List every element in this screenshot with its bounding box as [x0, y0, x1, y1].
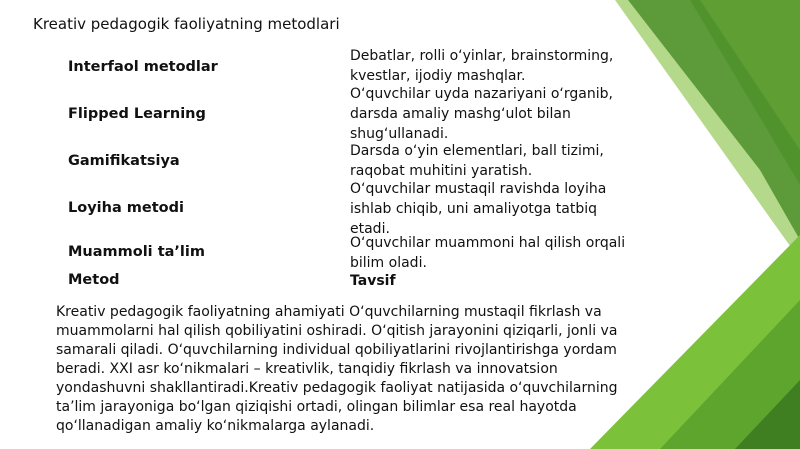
header-method: Metod [68, 272, 120, 288]
method-label: Gamifikatsiya [68, 153, 180, 169]
method-label: Muammoli ta’lim [68, 244, 205, 260]
slide-title: Kreativ pedagogik faoliyatning metodlari [33, 15, 340, 33]
method-description: Darsda o‘yin elementlari, ball tizimi, raqobat muhitini yaratish. [350, 143, 604, 179]
method-label: Loyiha metodi [68, 200, 184, 216]
method-description: Debatlar, rolli o‘yinlar, brainstorming, kvestlar, ijodiy mashqlar. [350, 48, 614, 84]
method-label: Flipped Learning [68, 106, 206, 122]
header-description: Tavsif [350, 273, 396, 289]
importance-paragraph: Kreativ pedagogik faoliyatning ahamiyati O‘quvchilarning mustaqil fikrlash va muammolarni hal qilish qobiliyatini oshiradi. O‘qitish jarayonini qiziqarli, jonli va samarali qiladi. O‘quvchilarning individual qobiliyatlarini rivojlantirishga yordam beradi. XXI asr ko‘nikmalari – kreativlik, tanqidiy fikrlash va innovatsion yondashuvni shakllantiradi.Kreativ pedagogik faoliyat natijasida o‘quvchilarning ta’lim jarayoniga bo‘lgan qiziqishi ortadi, olingan bilimlar esa real hayotda qo‘llanadigan amaliy ko‘nikmalarga aylanadi. [56, 304, 618, 434]
method-description: O‘quvchilar mustaqil ravishda loyiha ishlab chiqib, uni amaliyotga tatbiq etadi. [350, 181, 607, 237]
method-label: Interfaol metodlar [68, 59, 218, 75]
method-description: O‘quvchilar uyda nazariyani o‘rganib, darsda amaliy mashg‘ulot bilan shug‘ullanadi. [350, 86, 613, 142]
method-description: O‘quvchilar muammoni hal qilish orqali bilim oladi. [350, 235, 626, 271]
